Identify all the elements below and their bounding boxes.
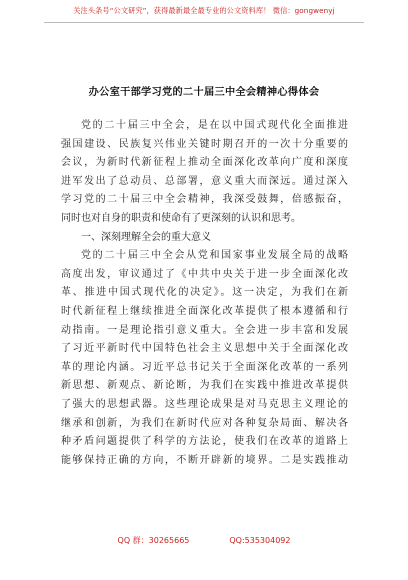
body-line: 强国建设、民族复兴伟业关键时期召开的一次十分重要的 (61, 138, 348, 150)
body-line: 学习党的二十届三中全会精神，我深受鼓舞，倍感振奋， (61, 194, 348, 206)
body-line: 会议，为新时代新征程上推动全面深化改革向广度和深度 (61, 157, 348, 169)
document-title: 办公室干部学习党的二十届三中全会精神心得体会 (88, 87, 320, 98)
header-divider (44, 22, 364, 23)
body-line: 了强大的思想武器。这些理论成果是对马克思主义理论的 (61, 398, 348, 410)
footer-contact (0, 535, 408, 546)
section-heading: 一、深刻理解全会的重大意义 (81, 231, 211, 243)
body-line: 新思想、新观点、新论断，为我们在实践中推进改革提供 (61, 380, 348, 392)
body-line: 时代新征程上继续推进全面深化改革提供了根本遵循和行 (61, 305, 348, 317)
body-line: 党的二十届三中全会，是在以中国式现代化全面推进 (81, 120, 348, 131)
body-line: 革的理论内涵。习近平总书记关于全面深化改革的一系列 (61, 361, 348, 373)
body-line: 了习近平新时代中国特色社会主义思想中关于全面深化改 (61, 343, 348, 355)
body-line: 进军发出了总动员、总部署，意义重大而深远。通过深入 (61, 175, 348, 187)
body-line: 能够保持正确的方向，不断开辟新的境界。二是实践推动 (61, 454, 348, 466)
document-body (61, 117, 348, 470)
body-line: 革、推进中国式现代化的决定》。这一决定，为我们在新 (61, 287, 348, 299)
footer-qq-group: QQ 群：30265665 (117, 536, 190, 545)
header-promo-banner: 关注头条号“公文研究”，获得最新最全最专业的公文资料库！ 微信：gongwenyj (73, 6, 335, 15)
body-line: 继承和创新，为我们在新时代应对各种复杂局面、解决各 (61, 417, 348, 429)
body-line: 同时也对自身的职责和使命有了更深刻的认识和思考。 (61, 212, 301, 224)
body-line: 种矛盾问题提供了科学的方法论，使我们在改革的道路上 (61, 436, 348, 448)
body-line: 高度出发，审议通过了《中共中央关于进一步全面深化改 (61, 268, 348, 280)
body-line: 动指南。一是理论指引意义重大。全会进一步丰富和发展 (61, 324, 348, 336)
footer-qq-number: QQ:535304092 (229, 536, 291, 545)
body-line: 党的二十届三中全会从党和国家事业发展全局的战略 (81, 250, 348, 262)
